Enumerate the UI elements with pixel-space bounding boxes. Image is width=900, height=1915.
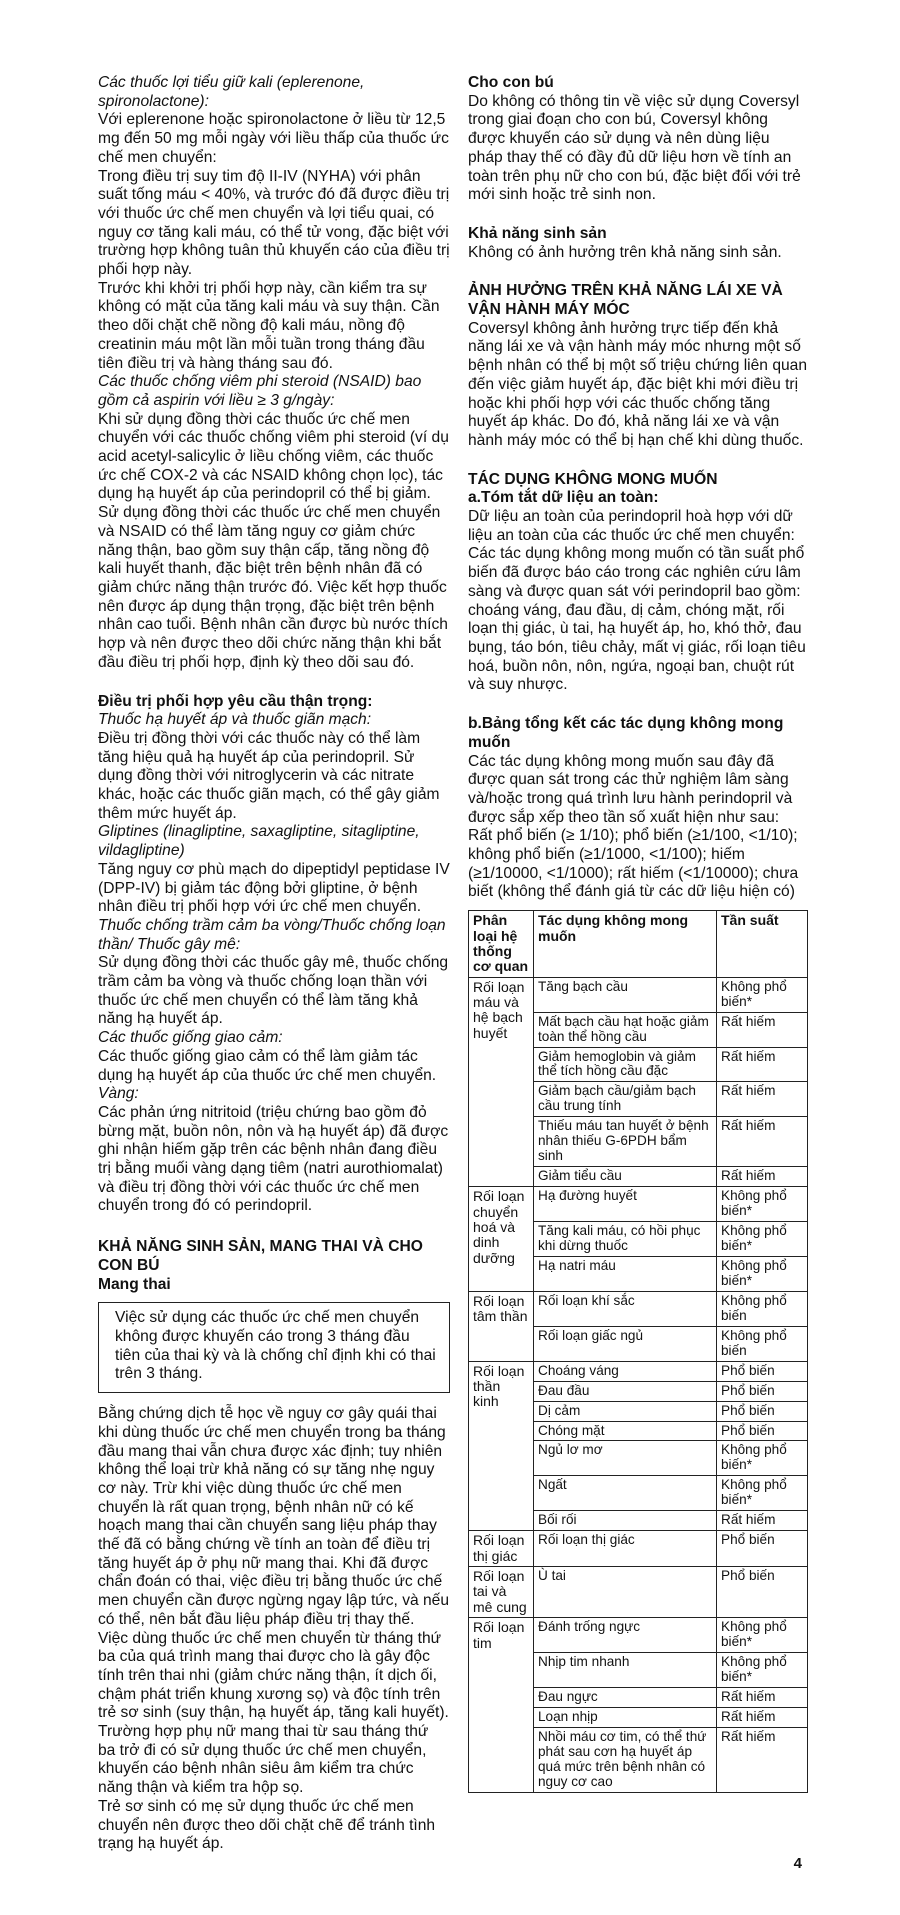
table-row: [469, 1531, 808, 1567]
paragraph: Trẻ sơ sinh có mẹ sử dụng thuốc ức chế men chuyển nên được theo dõi chặt chẽ để tránh tình trạng hạ huyết áp.: [98, 1797, 436, 1853]
frequency-cell: Không phổ biến*: [717, 1618, 808, 1653]
adverse-effect-cell: Ù tai: [534, 1567, 717, 1618]
subheading: Các thuốc chống viêm phi steroid (NSAID) bao gồm cả aspirin với liều ≥ 3 g/ngày:: [98, 373, 422, 409]
section-heading: Điều trị phối hợp yêu cầu thận trọng:: [98, 692, 373, 710]
adverse-effect-cell: Loạn nhịp: [534, 1707, 717, 1727]
spacer: [468, 451, 808, 471]
organ-class-cell: Rối loạn chuyển hoá và dinh dưỡng: [469, 1187, 534, 1292]
table-row: [469, 1361, 808, 1381]
paragraph: Sử dụng đồng thời các thuốc ức chế men chuyển và NSAID có thể làm tăng nguy cơ giảm chức năng thận, bao gồm suy thận cấp, tăng nồng độ kali huyết thanh, đặc biệt trên bệnh nhân đã có giảm chức năng thận trước đó. Việc kết hợp thuốc nên được áp dụng thận trọng, đặc biệt trên bệnh nhân cao tuổi. Bệnh nhân cần được bù nước thích hợp và nên được theo dõi chức năng thận khi bắt đầu điều trị phối hợp, định kỳ theo dõi sau đó.: [98, 504, 448, 671]
boxed-notice: Việc sử dụng các thuốc ức chế men chuyển không được khuyến cáo trong 3 tháng đầu tiên của thai kỳ và là chống chỉ định khi có thai trên 3 tháng.: [98, 1302, 450, 1393]
frequency-cell: Rất hiếm: [717, 1167, 808, 1187]
frequency-cell: Rất hiếm: [717, 1117, 808, 1167]
frequency-cell: Rất hiếm: [717, 1047, 808, 1082]
adverse-effect-cell: Tăng kali máu, có hồi phục khi dừng thuốc: [534, 1222, 717, 1257]
spacer: [98, 1216, 450, 1238]
paragraph: Bằng chứng dịch tễ học về nguy cơ gây quái thai khi dùng thuốc ức chế men chuyển trong ba tháng đầu mang thai vẫn chưa được xác định; tuy nhiên không thể loại trừ khả năng có sự tăng nhẹ nguy cơ này. Trừ khi việc dùng thuốc ức chế men chuyển là rất quan trọng, bệnh nhân nữ có kế hoạch mang thai cần chuyển sang liệu pháp thay thế đã có bằng chứng về tính an toàn để điều trị tăng huyết áp ở phụ nữ mang thai. Khi đã được chẩn đoán có thai, việc điều trị bằng thuốc ức chế men chuyển cần được ngừng ngay lập tức, và nếu có thể, nên bắt đầu liệu pháp điều trị thay thế.: [98, 1405, 450, 1628]
adverse-effect-cell: Hạ đường huyết: [534, 1187, 717, 1222]
adverse-effect-cell: Hạ natri máu: [534, 1256, 717, 1291]
organ-class-cell: Rối loạn tim: [469, 1618, 534, 1793]
spacer: [98, 673, 450, 693]
adverse-effect-cell: Rối loạn khí sắc: [534, 1291, 717, 1326]
table-row: [469, 1618, 808, 1653]
section-heading: a.Tóm tắt dữ liệu an toàn:: [468, 489, 659, 507]
table-row: [469, 1567, 808, 1618]
adverse-effect-cell: Giảm bạch cầu/giảm bạch cầu trung tính: [534, 1082, 717, 1117]
adverse-effect-cell: Nhịp tim nhanh: [534, 1653, 717, 1688]
subheading: Vàng:: [98, 1085, 139, 1103]
organ-class-cell: Rối loạn thần kinh: [469, 1361, 534, 1531]
spacer: [468, 695, 808, 715]
frequency-cell: Không phổ biến: [717, 1326, 808, 1361]
frequency-cell: Không phổ biến*: [717, 1256, 808, 1291]
header-adverse-effect: Tác dụng không mong muốn: [534, 911, 717, 978]
organ-class-cell: Rối loạn máu và hệ bạch huyết: [469, 977, 534, 1186]
adverse-effect-cell: Rối loạn thị giác: [534, 1531, 717, 1567]
organ-class-cell: Rối loạn tai và mê cung: [469, 1567, 534, 1618]
organ-class-cell: Rối loạn thị giác: [469, 1531, 534, 1567]
adverse-effect-cell: Rối loạn giấc ngủ: [534, 1326, 717, 1361]
frequency-cell: Rất hiếm: [717, 1012, 808, 1047]
frequency-cell: Phổ biến: [717, 1531, 808, 1567]
adverse-effect-cell: Choáng váng: [534, 1361, 717, 1381]
adverse-effects-table: [468, 910, 808, 1793]
paragraph: Trong điều trị suy tim độ II-IV (NYHA) với phân suất tống máu < 40%, và trước đó đã được điều trị với thuốc ức chế men chuyển và lợi tiểu quai, có nguy cơ tăng kali máu, có thể tử vong, đặc biệt với trường hợp không tuân thủ khuyến cáo của điều trị phối hợp này.: [98, 167, 450, 279]
frequency-cell: Không phổ biến*: [717, 1222, 808, 1257]
right-column: [468, 74, 808, 1793]
frequency-cell: Rất hiếm: [717, 1707, 808, 1727]
subheading: Các thuốc giống giao cảm:: [98, 1029, 283, 1047]
paragraph: Rất phổ biến (≥ 1/10); phổ biến (≥1/100, <1/10); không phổ biến (≥1/1000, <1/100); hiếm (≥1/10000, <1/1000); rất hiếm (<1/10000); chưa biết (không thể đánh giá từ các dữ liệu hiện có): [468, 827, 799, 901]
frequency-cell: Không phổ biến*: [717, 977, 808, 1012]
section-heading: b.Bảng tổng kết các tác dụng không mong muốn: [468, 715, 784, 751]
adverse-effect-cell: Đánh trống ngực: [534, 1618, 717, 1653]
page-number: 4: [793, 1855, 802, 1872]
adverse-effect-cell: Đau đầu: [534, 1381, 717, 1401]
adverse-effect-cell: Ngủ lơ mơ: [534, 1441, 717, 1476]
paragraph: Các phản ứng nitritoid (triệu chứng bao gồm đỏ bừng mặt, buồn nôn, nôn và hạ huyết áp) đã được ghi nhận hiếm gặp trên các bệnh nhân đang điều trị bằng muối vàng dạng tiêm (natri aurothiomalat) và điều trị đồng thời với các thuốc ức chế men chuyển trong đó có perindopril.: [98, 1103, 449, 1215]
paragraph: Các thuốc giống giao cảm có thể làm giảm tác dụng hạ huyết áp của thuốc ức chế men chuyển.: [98, 1047, 437, 1084]
paragraph: Trước khi khởi trị phối hợp này, cần kiểm tra sự không có mặt của tăng kali máu và suy thận. Cần theo dõi chặt chẽ nồng độ kali máu, nồng độ creatinin máu một lần mỗi tuần trong tháng đầu tiên điều trị và hàng tháng sau đó.: [98, 279, 440, 372]
subheading: Thuốc hạ huyết áp và thuốc giãn mạch:: [98, 711, 372, 729]
subheading: Thuốc chống trầm cảm ba vòng/Thuốc chống loạn thần/ Thuốc gây mê:: [98, 916, 446, 953]
frequency-cell: Không phổ biến: [717, 1291, 808, 1326]
organ-class-cell: Rối loạn tâm thần: [469, 1291, 534, 1361]
paragraph: Các tác dụng không mong muốn sau đây đã được quan sát trong các thử nghiệm lâm sàng và/hoặc trong quá trình lưu hành perindopril và được sắp xếp theo tần số xuất hiện như sau:: [468, 752, 793, 826]
frequency-cell: Không phổ biến*: [717, 1187, 808, 1222]
section-heading: Mang thai: [98, 1275, 171, 1293]
adverse-effect-cell: Giảm hemoglobin và giảm thể tích hồng cầu đặc: [534, 1047, 717, 1082]
spacer: [468, 205, 808, 225]
header-organ-class: Phân loại hệ thống cơ quan: [469, 911, 534, 978]
adverse-effect-cell: Bối rối: [534, 1511, 717, 1531]
header-frequency: Tần suất: [717, 911, 808, 978]
left-column: [98, 74, 450, 1854]
paragraph: Tăng nguy cơ phù mạch do dipeptidyl peptidase IV (DPP-IV) bị giảm tác động bởi gliptine, ở bệnh nhân điều trị phối hợp với ức chế men chuyển.: [98, 860, 450, 916]
frequency-cell: Phổ biến: [717, 1381, 808, 1401]
frequency-cell: Rất hiếm: [717, 1727, 808, 1792]
frequency-cell: Không phổ biến*: [717, 1653, 808, 1688]
adverse-effect-cell: Giảm tiểu cầu: [534, 1167, 717, 1187]
paragraph: Dữ liệu an toàn của perindopril hoà hợp với dữ liệu an toàn của các thuốc ức chế men chuyển:: [468, 508, 795, 544]
table-row: [469, 977, 808, 1012]
frequency-cell: Rất hiếm: [717, 1082, 808, 1117]
adverse-effect-cell: Dị cảm: [534, 1401, 717, 1421]
adverse-effect-cell: Chóng mặt: [534, 1421, 717, 1441]
section-heading: TÁC DỤNG KHÔNG MONG MUỐN: [468, 470, 718, 488]
section-heading: Khả năng sinh sản: [468, 224, 607, 242]
paragraph: Trường hợp phụ nữ mang thai từ sau tháng thứ ba trở đi có sử dụng thuốc ức chế men chuyển, khuyến cáo bệnh nhân siêu âm kiểm tra chức năng thận và kiểm tra hộp sọ.: [98, 1723, 429, 1797]
paragraph: Coversyl không ảnh hưởng trực tiếp đến khả năng lái xe và vận hành máy móc nhưng một số bệnh nhân có thể bị một số triệu chứng liên quan đến việc giảm huyết áp, đặc biệt khi mới điều trị hoặc khi phối hợp với các thuốc chống tăng huyết áp khác. Do đó, khả năng lái xe và vận hành máy móc có thể bị hạn chế khi dùng thuốc.: [468, 319, 808, 449]
adverse-effect-cell: Nhồi máu cơ tim, có thể thứ phát sau cơn hạ huyết áp quá mức trên bệnh nhân có nguy cơ cao: [534, 1727, 717, 1792]
frequency-cell: Không phổ biến*: [717, 1441, 808, 1476]
paragraph: Việc dùng thuốc ức chế men chuyển từ tháng thứ ba của quá trình mang thai được cho là gây độc tính trên thai nhi (giảm chức năng thận, ít dịch ối, chậm phát triển khung xương sọ) và độc tính trên trẻ sơ sinh (suy thận, hạ huyết áp, tăng kali huyết).: [98, 1629, 449, 1722]
table-header-row: [469, 911, 808, 978]
frequency-cell: Phổ biến: [717, 1567, 808, 1618]
adverse-effect-cell: Ngất: [534, 1476, 717, 1511]
spacer: [468, 262, 808, 282]
paragraph: Khi sử dụng đồng thời các thuốc ức chế men chuyển với các thuốc chống viêm phi steroid (ví dụ acid acetyl-salicylic ở liều chống viêm, các thuốc ức chế COX-2 và các NSAID không chọn lọc), tác dụng hạ huyết áp của perindopril có thể bị giảm.: [98, 410, 449, 503]
frequency-cell: Rất hiếm: [717, 1511, 808, 1531]
paragraph: Sử dụng đồng thời các thuốc gây mê, thuốc chống trầm cảm ba vòng và thuốc chống loạn thần với thuốc ức chế men chuyển có thể làm tăng khả năng hạ huyết áp.: [98, 954, 449, 1028]
frequency-cell: Không phổ biến*: [717, 1476, 808, 1511]
frequency-cell: Phổ biến: [717, 1361, 808, 1381]
paragraph: Do không có thông tin về việc sử dụng Coversyl trong giai đoạn cho con bú, Coversyl không được khuyến cáo sử dụng và nên dùng liệu pháp thay thế có đầy đủ dữ liệu hơn về tính an toàn trên phụ nữ cho con bú, đặc biệt đối với trẻ mới sinh hoặc trẻ sinh non.: [468, 92, 801, 204]
frequency-cell: Rất hiếm: [717, 1688, 808, 1708]
adverse-effect-cell: Tăng bạch cầu: [534, 977, 717, 1012]
section-heading: ẢNH HƯỞNG TRÊN KHẢ NĂNG LÁI XE VÀ VẬN HÀNH MÁY MÓC: [468, 282, 783, 319]
paragraph: Các tác dụng không mong muốn có tần suất phổ biến đã được báo cáo trong các nghiên cứu lâm sàng và được quan sát với perindopril bao gồm: choáng váng, đau đầu, dị cảm, chóng mặt, rối loạn thị giác, ù tai, hạ huyết áp, ho, khó thở, đau bụng, táo bón, tiêu chảy, mất vị giác, rối loạn tiêu hoá, buồn nôn, nôn, ngứa, ngoại ban, chuột rút và suy nhược.: [468, 545, 806, 694]
section-heading: Cho con bú: [468, 74, 554, 91]
subheading: Các thuốc lợi tiểu giữ kali (eplerenone, spironolactone):: [98, 74, 365, 110]
section-heading: KHẢ NĂNG SINH SẢN, MANG THAI VÀ CHO CON BÚ: [98, 1238, 423, 1274]
frequency-cell: Phổ biến: [717, 1421, 808, 1441]
paragraph: Với eplerenone hoặc spironolactone ở liều từ 12,5 mg đến 50 mg mỗi ngày với liều thấp của thuốc ức chế men chuyển:: [98, 111, 449, 166]
adverse-effect-cell: Thiếu máu tan huyết ở bệnh nhân thiếu G-6PDH bẩm sinh: [534, 1117, 717, 1167]
table-row: [469, 1291, 808, 1326]
table-row: [469, 1187, 808, 1222]
frequency-cell: Phổ biến: [717, 1401, 808, 1421]
adverse-effect-cell: Mất bạch cầu hạt hoặc giảm toàn thể hồng cầu: [534, 1012, 717, 1047]
subheading: Gliptines (linagliptine, saxagliptine, sitagliptine, vildagliptine): [98, 823, 420, 860]
paragraph: Điều trị đồng thời với các thuốc này có thể làm tăng hiệu quả hạ huyết áp của perindopril. Sử dụng đồng thời với nitroglycerin và các nitrate khác, hoặc các thuốc giãn mạch, có thể gây giảm thêm mức huyết áp.: [98, 729, 440, 822]
adverse-effect-cell: Đau ngực: [534, 1688, 717, 1708]
paragraph: Không có ảnh hưởng trên khả năng sinh sản.: [468, 243, 782, 261]
